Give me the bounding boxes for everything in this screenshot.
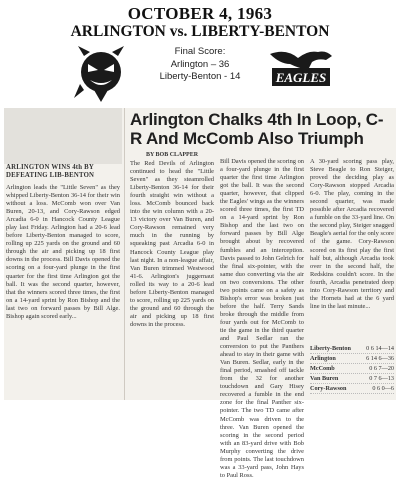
- score-row-quarters: 0 6 7—20: [369, 365, 394, 372]
- article-column-1: The Red Devils of Arlington continued to head the "Little Seven" as they steamrolled Liberty-Benton 36-14 for their fourth straight win without a loss. McComb bounced back into the win column with a 20-13 victory over Van Buren, and Cory-Rawson remained very much in the running by squeaking past Arcadia 6-0 in Hancock County League play last night. In a non-league affair, Van Buren trimmed Westwood 41-6. Arlington's juggernaut rolled its way to a 20-6 lead before Liberty-Benton managed to score, rolling up 225 yards on the ground and 60 through the air and picking up 18 first downs in the process.: [130, 160, 214, 328]
- score-summary-table: [310, 344, 394, 394]
- article-column-3: A 30-yard scoring pass play, Steve Beagle to Ron Steiger, proved the deciding play as Cory-Rawson stopped Arcadia 6-0. The play, coming in the second quarter, was made possible after Arcadia recovered a fumble on the 33-yard line. On the second play, Steiger snagged Beagle's aerial for the only score of the game. Cory-Rawson scored on its first play the first half but, although Arcadia took over in the second half, the Redskins couldn't score. In the fourth, Arcadia penetrated deep into Cory-Rawson territory and the Hornets had at the 6 yard line in the last minute...: [310, 158, 394, 310]
- score-row: [310, 374, 394, 384]
- page-date: OCTOBER 4, 1963: [127, 4, 273, 23]
- article-columns: [130, 158, 394, 479]
- newspaper-clipping: [4, 108, 396, 479]
- article-headline: Arlington Chalks 4th In Loop, C-R And McComb Also Triumph: [130, 110, 384, 148]
- final-score-box: [120, 46, 280, 84]
- final-score-arlington: Arlington – 36: [170, 58, 230, 70]
- score-row-quarters: 0 6 14—14: [366, 345, 394, 352]
- score-row-team: Cory-Rawson: [310, 385, 347, 392]
- article-byline: BY BOB CLAPPER: [145, 152, 199, 158]
- matchup-title: ARLINGTON vs. LIBERTY-BENTON: [70, 23, 330, 40]
- score-row-quarters: 0 6 0—6: [372, 385, 394, 392]
- left-column-stub: [4, 108, 122, 400]
- score-row-quarters: 0 7 6—13: [369, 375, 394, 382]
- score-row-team: McComb: [310, 365, 335, 372]
- final-score-label: Final Score:: [174, 46, 226, 57]
- eagles-logo-text: EAGLES: [275, 70, 327, 85]
- column-divider: [124, 108, 125, 400]
- final-score-liberty-benton: Liberty-Benton - 14: [159, 71, 241, 82]
- score-row-team: Van Buren: [310, 375, 339, 382]
- eagles-logo-icon: [268, 48, 334, 90]
- score-row-quarters: 6 14 6—36: [366, 355, 394, 362]
- score-row-team: Liberty-Benton: [310, 345, 351, 352]
- left-stub-shade: [4, 108, 122, 164]
- left-body-text: Arlington leads the "Little Seven" as they whipped Liberty-Benton 36-14 for their win without a loss. McComb won over Van Buren, 20-13, and Cory-Rawson edged Arcadia 6-0 in Hancock County League play last Friday. Arlington had a 20-6 lead before Liberty-Benton managed to score, rolling up 225 yards on the ground and 60 through the air and picking up 18 first downs in the process. Bill Davis opened the scoring on a four-yard plunge in the first quarter for the first time Arlington got the ball. It was the second quarter, however, that the winners scored three times, the first on a 14-yard sprint by Ron Bishop and the last two on forward passes by Bill Alge. Bishop again scored early...: [6, 184, 120, 320]
- score-row: [310, 354, 394, 364]
- score-row: [310, 364, 394, 374]
- left-subhead: ARLINGTON WINS 4th BY DEFEATING LIB-BENTON: [6, 164, 95, 179]
- score-row: [310, 344, 394, 354]
- score-row: [310, 384, 394, 394]
- score-row-team: Arlington: [310, 355, 336, 362]
- article-column-2: Bill Davis opened the scoring on a four-yard plunge in the first quarter the first time Arlington got the ball. It was the second quarter, however, that clipped the Eagles' wings as the winners scored three times, the first TD on a 14-yard sprint by Ron Bishop and the last two on forward passes by Bill Alge brought about by recovered fumbles and an interception. Davis passed to John Gelrich for the final six-pointer, with the same duo converting via the air on two conversions. The other two points came on a safety as Bishop's error was broken just before the half. Terry Sands broke through the middle from four yards out for McComb to tie the game in the third quarter and Paul Sedlar ran the conversion to put the Panthers ahead to stay in their game with Van Buren. Sedlar, early in the final period, smashed off tackle from the 32 for another touchdown and Gary Hisey recovered a fumble in the end zone for the final Panther six-pointer. The two TD came after McComb was driven to the three. Van Buren opened the scoring in the second period with an 83-yard drive with Bob Murphy converting the drive from points. The last touchdown was a 33-yard pass, John Hays to Paul Ross.: [220, 158, 304, 479]
